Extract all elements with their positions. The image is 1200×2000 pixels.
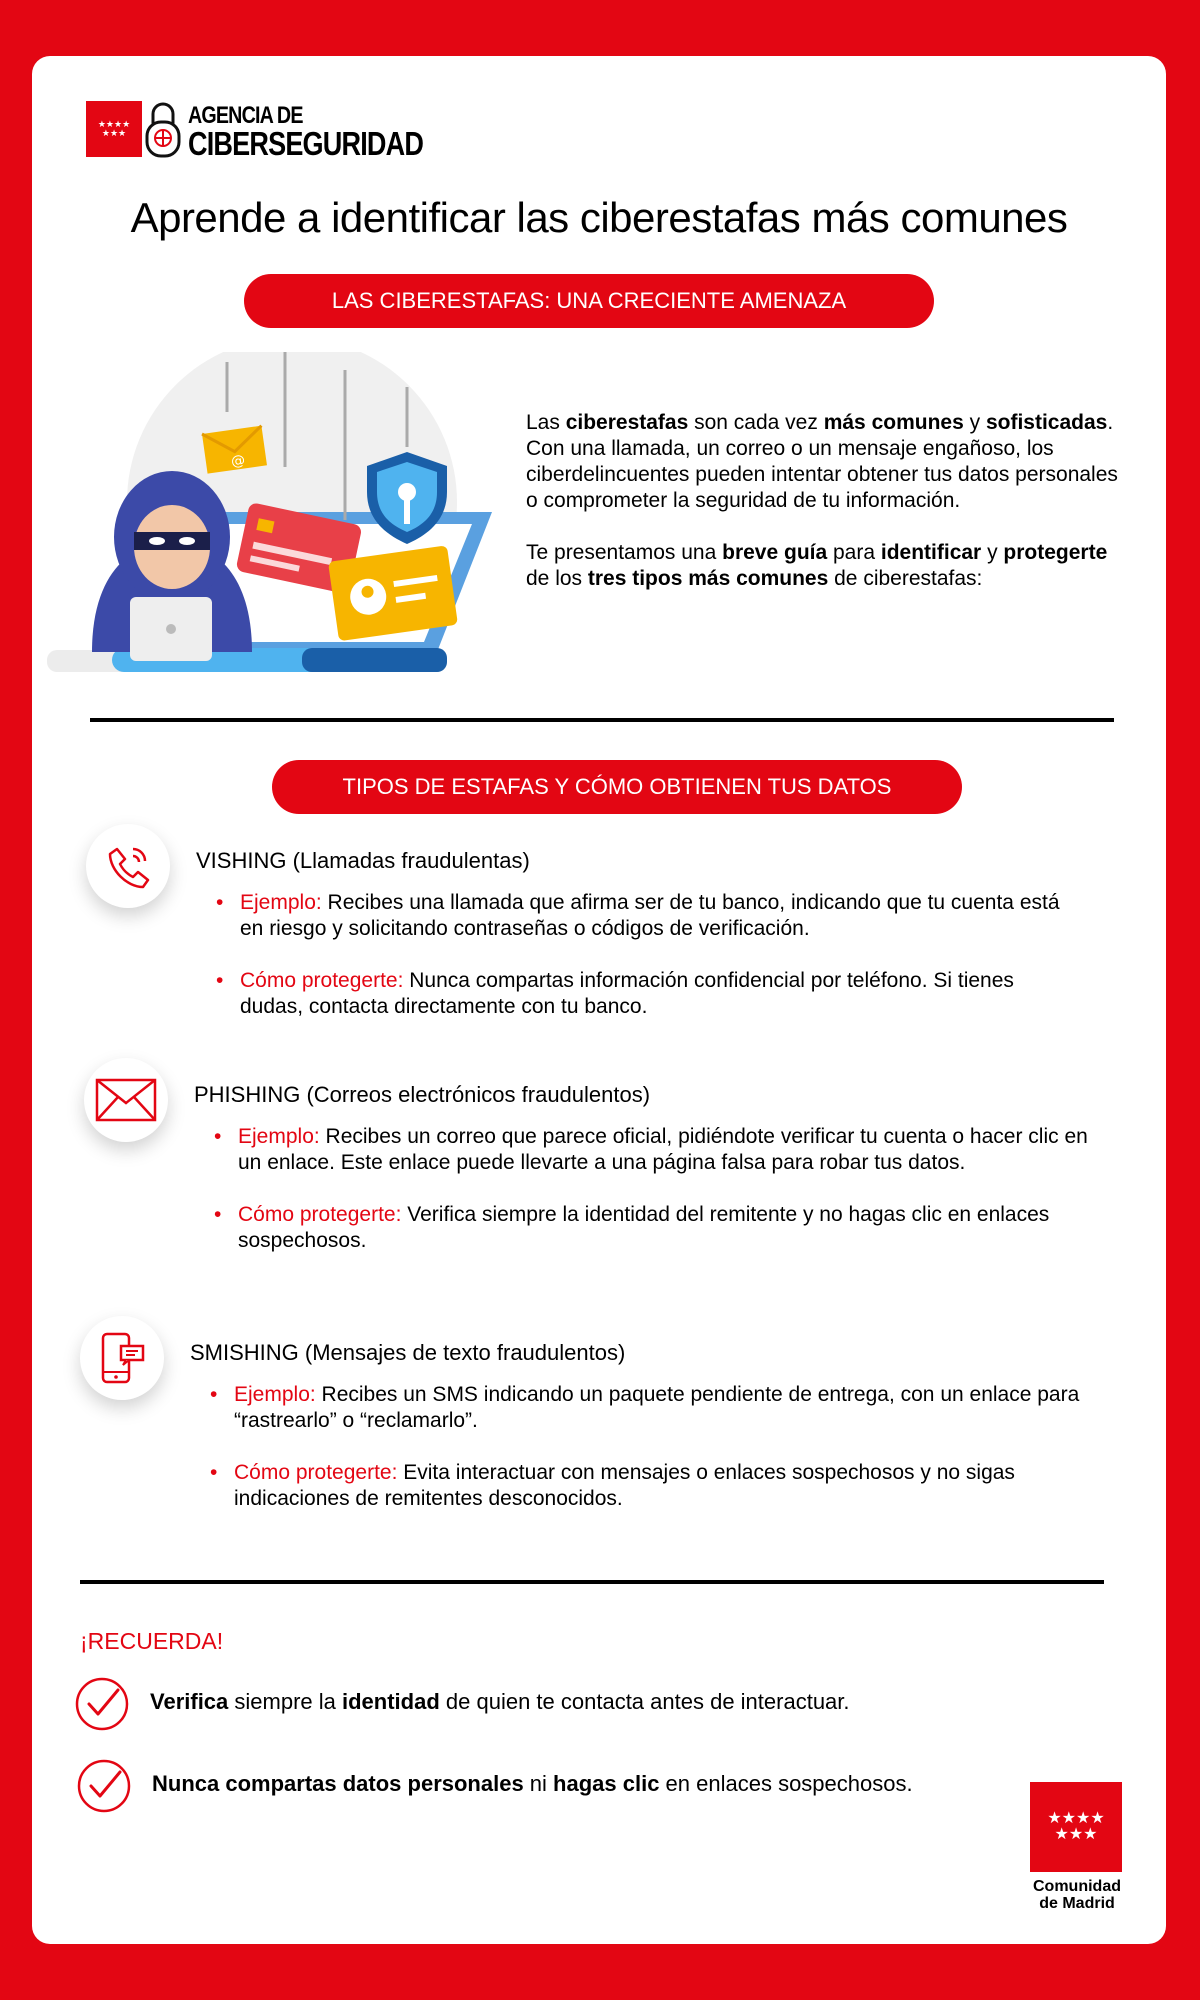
check-circle-icon	[76, 1758, 132, 1814]
intro-paragraph-2	[526, 540, 1126, 592]
hacker-illustration	[42, 352, 532, 692]
text-run: tres tipos más comunes	[587, 567, 829, 590]
phishing-example: • Ejemplo: Recibes un correo que parece oficial, pidiéndote verificar tu cuenta o hacer clic en un enlace. Este enlace puede llevarte a una página falsa para robar tus datos.	[214, 1125, 1088, 1174]
remember-item-1	[150, 1689, 850, 1715]
protect-label: Cómo protegerte:	[240, 969, 404, 992]
text-run: breve guía	[722, 541, 828, 564]
text-run: y	[981, 541, 1004, 564]
text-run: sofisticadas	[985, 411, 1108, 434]
phishing-list	[210, 1124, 1090, 1280]
example-text: Recibes un SMS indicando un paquete pendiente de entrega, con un enlace para “rastrearlo” o “reclamarlo”.	[234, 1383, 1080, 1432]
comunidad-madrid-flag	[1030, 1782, 1122, 1872]
protect-text: Evita interactuar con mensajes o enlaces sospechosos y no sigas indicaciones de remitentes desconocidos.	[234, 1461, 1015, 1510]
phishing-protect: • Cómo protegerte: Verifica siempre la identidad del remitente y no hagas clic en enlaces sospechosos.	[214, 1203, 1050, 1252]
vishing-example: • Ejemplo: Recibes una llamada que afirma ser de tu banco, indicando que tu cuenta está en riesgo y solicitando contraseñas o códigos de verificación.	[216, 891, 1060, 940]
padlock-icon	[145, 100, 181, 158]
protect-label: Cómo protegerte:	[234, 1461, 398, 1484]
divider-bottom	[80, 1580, 1104, 1584]
madrid-flag-logo	[86, 101, 142, 157]
text-run: para	[827, 541, 881, 564]
text-run: más comunes	[823, 411, 964, 434]
flag-stars: ★★★★ ★★★	[1047, 1810, 1105, 1843]
text-run: identidad	[342, 1689, 440, 1714]
smishing-list	[206, 1382, 1086, 1538]
vishing-protect: • Cómo protegerte: Nunca compartas información confidencial por teléfono. Si tienes dudas, contacta directamente con tu banco.	[216, 969, 1014, 1018]
remember-item-2	[152, 1771, 913, 1797]
smishing-protect: • Cómo protegerte: Evita interactuar con mensajes o enlaces sospechosos y no sigas indicaciones de remitentes desconocidos.	[210, 1461, 1015, 1510]
protect-text: Verifica siempre la identidad del remitente y no hagas clic en enlaces sospechosos.	[238, 1203, 1050, 1252]
text-run: . Con una llamada, un correo o un mensaje engañoso, los ciberdelincuentes pueden intentar obtener tus datos personales o comprometer la seguridad de tu información.	[526, 411, 1118, 512]
text-run: y	[963, 411, 986, 434]
banner-threat: LAS CIBERESTAFAS: UNA CRECIENTE AMENAZA	[244, 274, 934, 328]
protect-label: Cómo protegerte:	[238, 1203, 402, 1226]
comunidad-madrid-text	[1022, 1878, 1132, 1912]
check-circle-icon	[74, 1676, 130, 1732]
text-run: ciberestafas	[565, 411, 689, 434]
text-run: identificar	[880, 541, 982, 564]
envelope-icon	[94, 1075, 158, 1125]
example-label: Ejemplo:	[238, 1125, 320, 1148]
intro-paragraph-1	[526, 410, 1126, 514]
text-run: Te presentamos una	[526, 541, 723, 564]
text-run: protegerte	[1003, 541, 1108, 564]
remember-title: ¡RECUERDA!	[80, 1628, 224, 1654]
logo-line-1: AGENCIA DE	[188, 102, 303, 129]
text-run: de los	[526, 567, 588, 590]
banner-types: TIPOS DE ESTAFAS Y CÓMO OBTIENEN TUS DATOS	[272, 760, 962, 814]
protect-text: Nunca compartas información confidencial por teléfono. Si tienes dudas, contacta directamente con tu banco.	[240, 969, 1014, 1018]
text-run: Nunca compartas datos personales	[152, 1771, 524, 1796]
infographic-card	[32, 56, 1166, 1944]
smishing-icon-badge	[80, 1316, 164, 1400]
text-run: Verifica	[150, 1689, 229, 1714]
smishing-example: • Ejemplo: Recibes un SMS indicando un paquete pendiente de entrega, con un enlace para “rastrearlo” o “reclamarlo”.	[210, 1383, 1080, 1432]
phishing-title: PHISHING (Correos electrónicos fraudulentos)	[194, 1082, 651, 1107]
vishing-icon-badge	[86, 824, 170, 908]
text-run: de quien te contacta antes de interactuar.	[439, 1689, 850, 1714]
text-run: de ciberestafas:	[828, 567, 983, 590]
smishing-title: SMISHING (Mensajes de texto fraudulentos)	[190, 1340, 626, 1365]
text-run: son cada vez	[688, 411, 824, 434]
logo-line-2: CIBERSEGURIDAD	[188, 125, 424, 162]
footer-line-2: de Madrid	[1039, 1895, 1115, 1912]
mobile-message-icon	[97, 1330, 147, 1386]
text-run: ni	[523, 1771, 554, 1796]
agency-logo-text	[188, 102, 475, 162]
svg-text:@: @	[230, 452, 247, 471]
text-run: siempre la	[228, 1689, 342, 1714]
example-label: Ejemplo:	[234, 1383, 316, 1406]
text-run: Las	[526, 411, 566, 434]
example-text: Recibes una llamada que afirma ser de tu banco, indicando que tu cuenta está en riesgo y solicitando contraseñas o códigos de verificación.	[240, 891, 1060, 940]
example-text: Recibes un correo que parece oficial, pidiéndote verificar tu cuenta o hacer clic en un enlace. Este enlace puede llevarte a una página falsa para robar tus datos.	[238, 1125, 1088, 1174]
text-run: en enlaces sospechosos.	[659, 1771, 913, 1796]
flag-stars: ★★★★ ★★★	[97, 119, 131, 138]
vishing-list	[212, 890, 1072, 1046]
phishing-icon-badge	[84, 1058, 168, 1142]
intro-text	[526, 410, 1126, 618]
phone-icon	[103, 841, 153, 891]
vishing-title: VISHING (Llamadas fraudulentas)	[196, 848, 530, 873]
example-label: Ejemplo:	[240, 891, 322, 914]
footer-line-1: Comunidad	[1033, 1878, 1121, 1895]
divider-top	[90, 718, 1114, 722]
text-run: hagas clic	[553, 1771, 660, 1796]
page-title: Aprende a identificar las ciberestafas más comunes	[130, 194, 1068, 241]
